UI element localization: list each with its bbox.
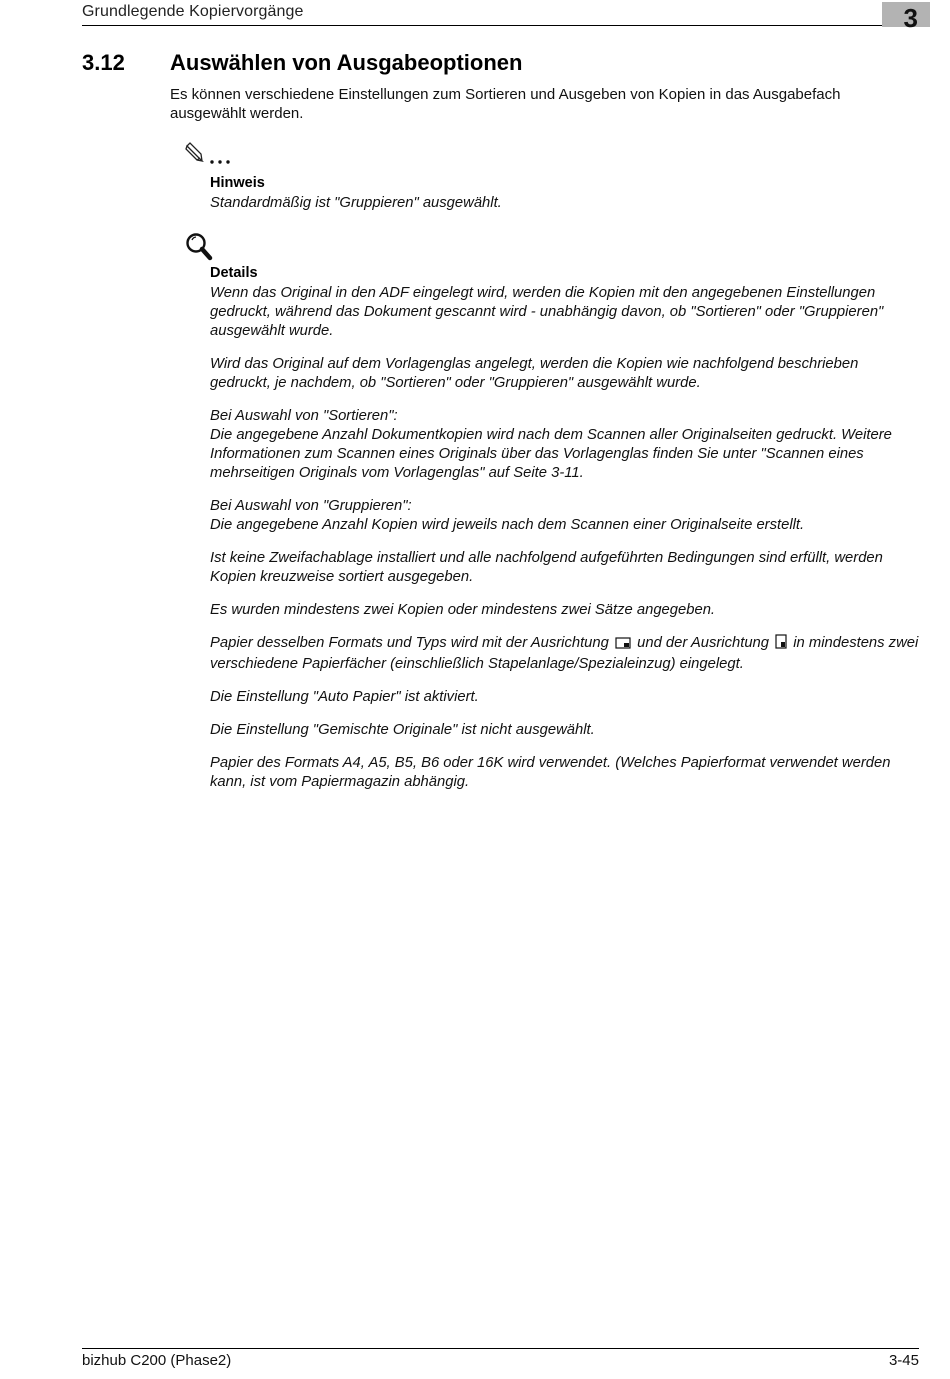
chapter-number: 3 [903,3,918,33]
section-intro: Es können verschiedene Einstellungen zum Sortieren und Ausgeben von Kopien in das Ausgabefach ausgewählt werden. [170,86,841,122]
note-paragraph: Standardmäßig ist "Gruppieren" ausgewählt. [210,195,502,211]
footer-page-number: 3-45 [888,1352,919,1369]
header-rule [82,25,882,26]
sort-description: Die angegebene Anzahl Dokumentkopien wird nach dem Scannen aller Originalseiten gedruckt. Weitere Informationen zum Scannen eines Originals über das Vorlagenglas finden Sie unter "Scannen eines mehrseitigen Originals vom Vorlagenglas" auf Seite 3-11. [210,427,892,481]
details-paragraph [210,497,922,535]
note-label: Hinweis [210,175,265,191]
details-paragraph: Wird das Original auf dem Vorlagenglas angelegt, werden die Kopien wie nachfolgend beschrieben gedruckt, je nachdem, ob "Sortieren" oder "Gruppieren" ausgewählt wurde. [210,356,859,391]
portrait-orientation-icon [775,634,787,655]
magnifier-icon [184,231,218,265]
orientation-text-c: in mindestens zwei verschiedene Papierfächer (einschließlich Stapelanlage/Spezialeinzug) eingelegt. [210,635,919,672]
details-paragraph: Papier des Formats A4, A5, B5, B6 oder 16K wird verwendet. (Welches Papierformat verwendet werden kann, ist vom Papiermagazin abhängig. [210,755,891,790]
landscape-orientation-icon [615,636,631,655]
details-paragraph: Es wurden mindestens zwei Kopien oder mindestens zwei Sätze angegeben. [210,602,716,618]
details-body [210,284,922,806]
note-text [210,194,922,227]
details-paragraph: Die Einstellung "Gemischte Originale" ist nicht ausgewählt. [210,722,595,738]
details-paragraph: Die Einstellung "Auto Papier" ist aktiviert. [210,689,479,705]
details-paragraph [210,634,922,674]
footer-product: bizhub C200 (Phase2) [82,1352,232,1369]
details-paragraph: Ist keine Zweifachablage installiert und alle nachfolgend aufgeführten Bedingungen sind erfüllt, werden Kopien kreuzweise sortiert ausgegeben. [210,550,883,585]
details-label: Details [210,265,258,281]
section-title: Auswählen von Ausgabeoptionen [170,50,523,75]
pencil-note-icon [184,140,236,168]
group-description: Die angegebene Anzahl Kopien wird jeweils nach dem Scannen einer Originalseite erstellt. [210,517,805,533]
chapter-tab [882,2,930,33]
details-paragraph: Wenn das Original in den ADF eingelegt wird, werden die Kopien mit den angegebenen Einstellungen gedruckt, während das Dokument gescannt wird - unabhängig davon, ob "Sortieren" oder "Gruppieren" ausgewählt wurde. [210,285,884,339]
orientation-text-b: und der Ausrichtung [637,635,770,651]
footer-rule [82,1348,919,1349]
details-paragraph [210,407,922,483]
header-title: Grundlegende Kopiervorgänge [82,3,304,20]
sort-heading: Bei Auswahl von "Sortieren": [210,408,398,424]
group-heading: Bei Auswahl von "Gruppieren": [210,498,412,514]
orientation-text-a: Papier desselben Formats und Typs wird mit der Ausrichtung [210,635,609,651]
section-number: 3.12 [82,50,125,75]
